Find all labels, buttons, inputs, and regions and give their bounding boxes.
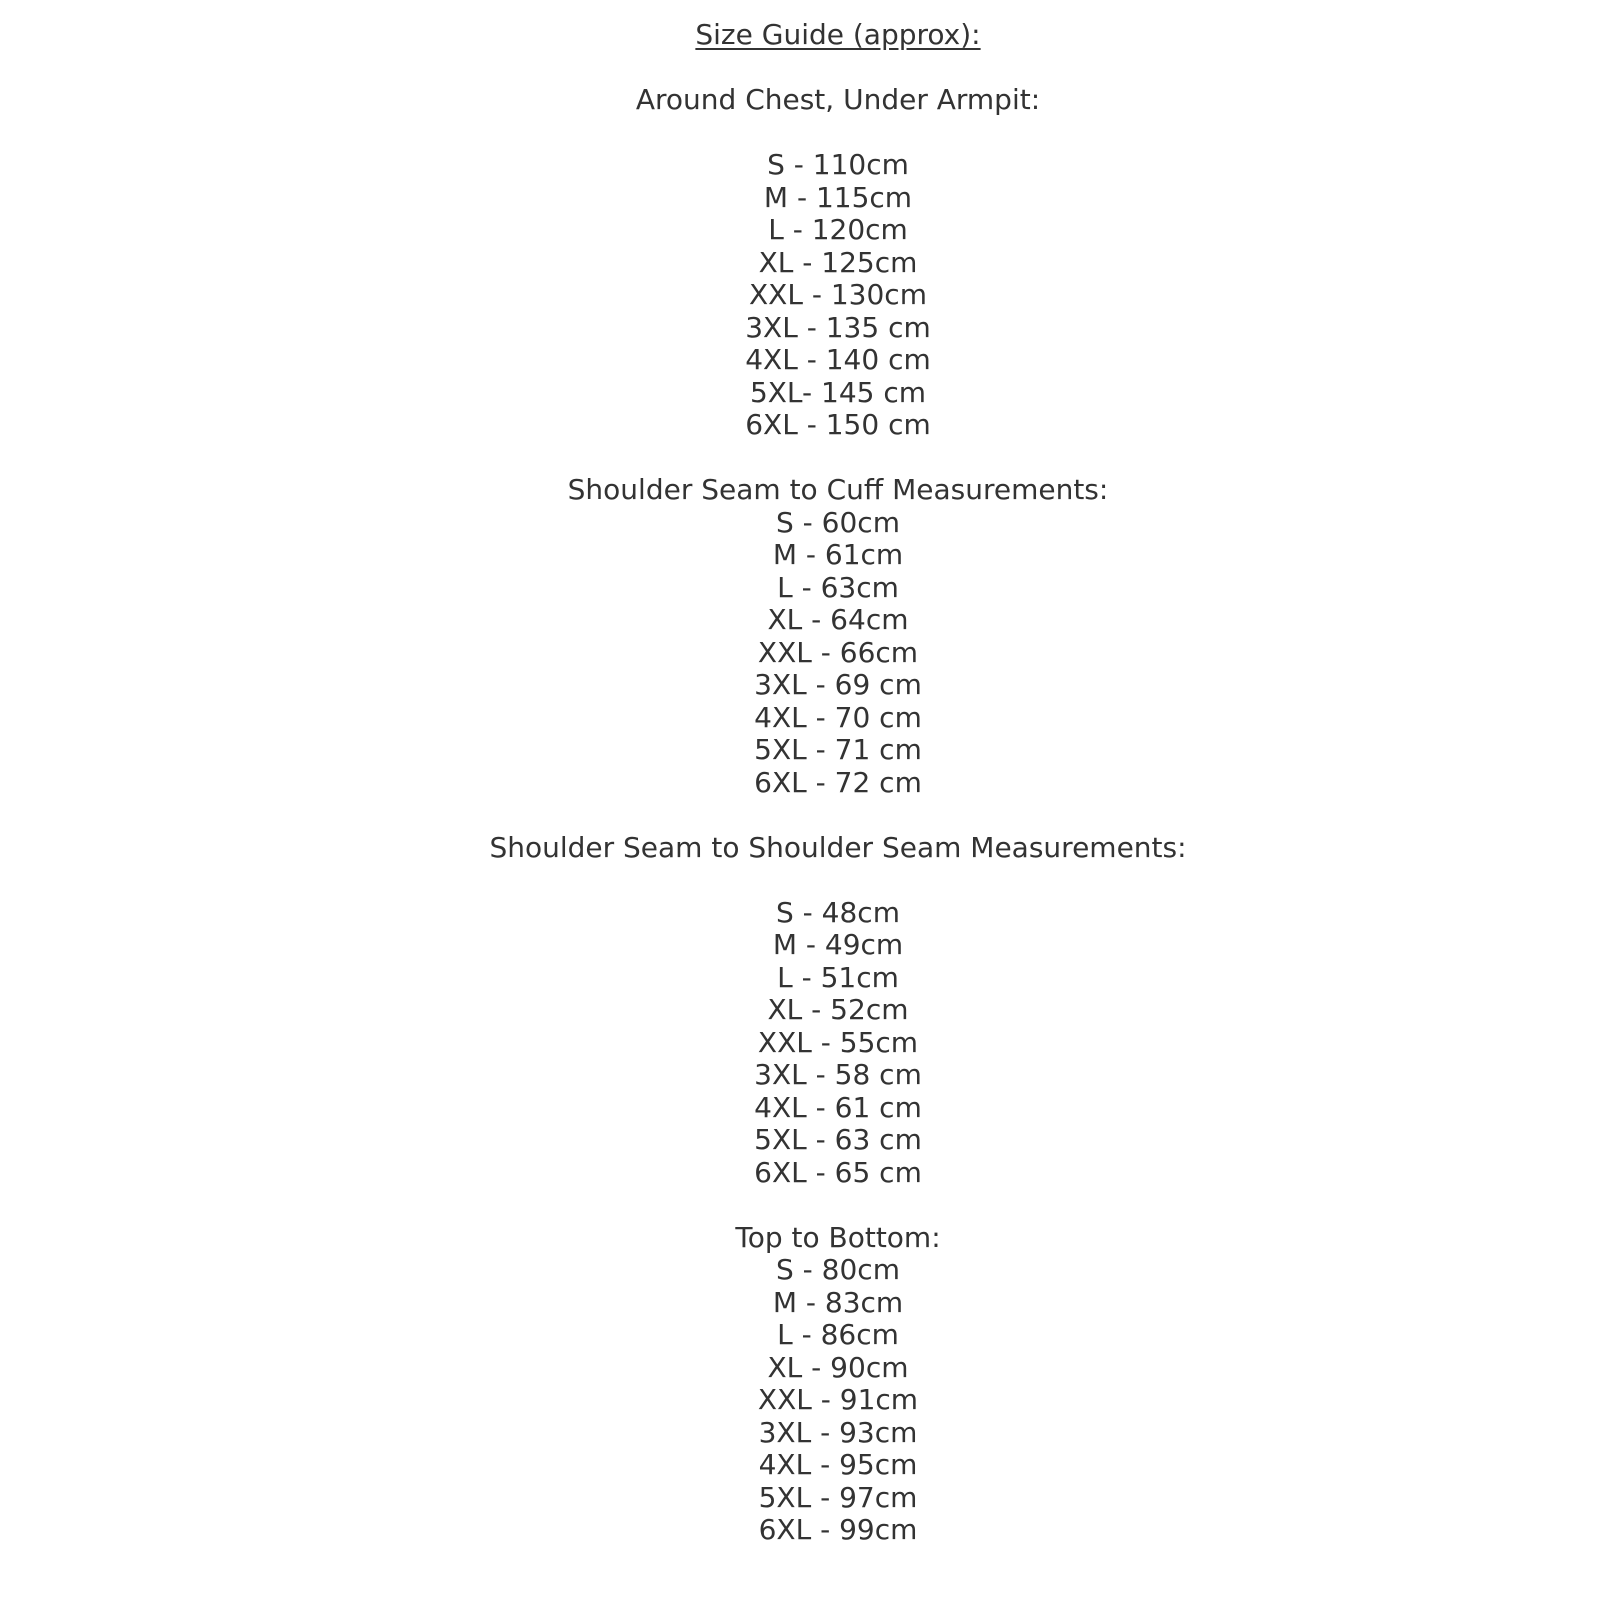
spacer — [76, 1189, 1600, 1222]
size-row: 4XL - 70 cm — [754, 700, 922, 734]
section-heading: Shoulder Seam to Cuff Measurements: — [567, 473, 1109, 506]
size-row: XL - 90cm — [767, 1350, 909, 1384]
size-row: XXL - 130cm — [749, 278, 927, 311]
size-row: L - 63cm — [777, 570, 899, 604]
size-row: 6XL - 65 cm — [754, 1155, 922, 1189]
spacer — [76, 799, 1600, 832]
size-row: M - 83cm — [772, 1285, 904, 1319]
size-row: XL - 52cm — [767, 993, 909, 1026]
size-row: S - 60cm — [776, 505, 900, 539]
size-row: M - 61cm — [772, 538, 904, 571]
size-row: XL - 64cm — [767, 603, 909, 636]
size-row: 5XL - 71 cm — [754, 733, 922, 766]
size-row: S - 80cm — [776, 1253, 900, 1286]
size-row: 4XL - 95cm — [758, 1448, 918, 1481]
size-row: 3XL - 93cm — [758, 1415, 918, 1449]
section-heading: Around Chest, Under Armpit: — [635, 83, 1041, 116]
section-shoulder-to-cuff — [76, 474, 1600, 799]
size-row: M - 115cm — [763, 180, 913, 214]
size-row: 4XL - 140 cm — [745, 343, 931, 376]
size-row: XXL - 66cm — [757, 635, 919, 669]
size-row: 6XL - 72 cm — [754, 765, 922, 799]
size-row: 5XL - 63 cm — [754, 1123, 922, 1156]
page-title: Size Guide (approx): — [695, 18, 981, 51]
spacer — [76, 117, 1600, 150]
size-row: 3XL - 69 cm — [754, 668, 922, 701]
size-row: 5XL - 97cm — [758, 1480, 918, 1514]
section-around-chest — [76, 84, 1600, 442]
size-row: L - 120cm — [768, 213, 908, 246]
section-heading: Shoulder Seam to Shoulder Seam Measurements: — [489, 830, 1187, 864]
spacer — [76, 864, 1600, 897]
size-row: L - 86cm — [777, 1318, 899, 1351]
size-row: 3XL - 58 cm — [754, 1058, 922, 1091]
section-shoulder-to-shoulder — [76, 832, 1600, 1190]
size-row: 5XL- 145 cm — [749, 375, 927, 409]
size-row: M - 49cm — [772, 928, 904, 961]
section-heading: Top to Bottom: — [735, 1220, 941, 1254]
size-row: 6XL - 99cm — [758, 1513, 918, 1546]
spacer — [76, 442, 1600, 475]
section-top-to-bottom — [76, 1222, 1600, 1547]
size-row: S - 48cm — [776, 895, 900, 929]
size-row: XL - 125cm — [758, 245, 918, 279]
size-row: L - 51cm — [777, 960, 899, 994]
size-row: 4XL - 61 cm — [754, 1090, 922, 1124]
size-row: 6XL - 150 cm — [745, 408, 931, 441]
size-row: S - 110cm — [767, 148, 909, 181]
size-row: 3XL - 135 cm — [745, 310, 931, 344]
size-row: XXL - 91cm — [757, 1383, 919, 1416]
spacer — [76, 52, 1600, 85]
size-row: XXL - 55cm — [757, 1025, 919, 1059]
